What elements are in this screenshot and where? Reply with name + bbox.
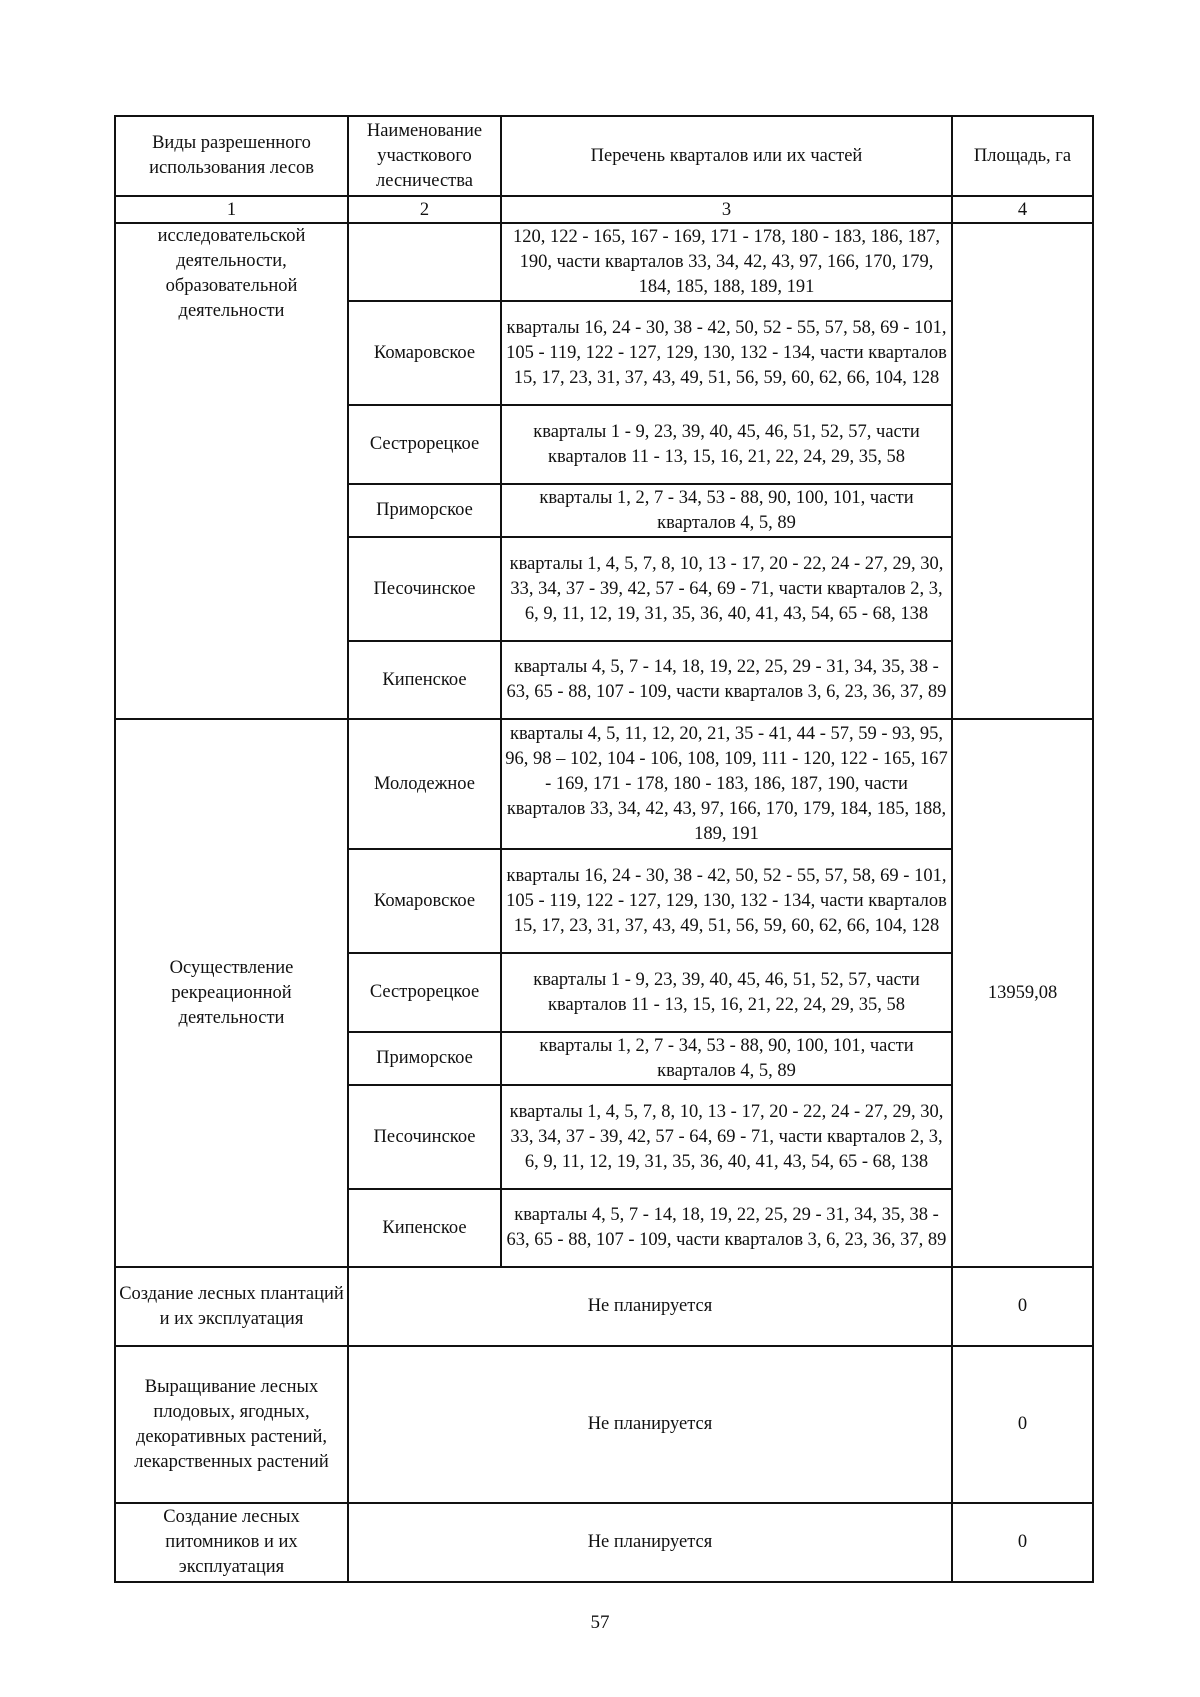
forestry-cell: Сестрорецкое (348, 405, 501, 484)
use-type-cell: Создание лесных питомников и их эксплуатация (115, 1503, 348, 1582)
quarters-cell: кварталы 4, 5, 7 - 14, 18, 19, 22, 25, 29 - 31, 34, 35, 38 - 63, 65 - 88, 107 - 109, части кварталов 3, 6, 23, 36, 37, 89 (501, 1189, 952, 1267)
quarters-cell: кварталы 4, 5, 11, 12, 20, 21, 35 - 41, 44 - 57, 59 - 93, 95, 96, 98 – 102, 104 - 106, 108, 109, 111 - 120, 122 - 165, 167 - 169, 171 - 178, 180 - 183, 186, 187, 190, части кварталов 33, 34, 42, 43, 97, 166, 170, 179, 184, 185, 188, 189, 191 (501, 719, 952, 849)
use-type-cell: Создание лесных плантаций и их эксплуатация (115, 1267, 348, 1346)
area-cell: 13959,08 (952, 719, 1093, 1267)
area-cell: 0 (952, 1346, 1093, 1503)
forestry-cell (348, 223, 501, 301)
column-number-row (115, 196, 1093, 223)
quarters-cell: кварталы 1, 2, 7 - 34, 53 - 88, 90, 100, 101, части кварталов 4, 5, 89 (501, 1032, 952, 1085)
quarters-cell: кварталы 1, 4, 5, 7, 8, 10, 13 - 17, 20 - 22, 24 - 27, 29, 30, 33, 34, 37 - 39, 42, 57 - 64, 69 - 71, части кварталов 2, 3, 6, 9, 11, 12, 19, 31, 35, 36, 40, 41, 43, 54, 65 - 68, 138 (501, 537, 952, 641)
table-header-row (115, 116, 1093, 196)
forestry-cell: Комаровское (348, 301, 501, 405)
table-row (115, 223, 1093, 301)
header-use-type: Виды разрешенного использования лесов (115, 116, 348, 196)
column-number: 2 (348, 196, 501, 223)
page-number: 57 (590, 1612, 610, 1633)
forestry-cell: Сестрорецкое (348, 953, 501, 1032)
quarters-cell: кварталы 16, 24 - 30, 38 - 42, 50, 52 - 55, 57, 58, 69 - 101, 105 - 119, 122 - 127, 129, 130, 132 - 134, части кварталов 15, 17, 23, 31, 37, 43, 49, 51, 56, 59, 60, 62, 66, 104, 128 (501, 301, 952, 405)
forestry-cell: Кипенское (348, 1189, 501, 1267)
not-planned-cell: Не планируется (348, 1503, 952, 1582)
table-row (115, 1267, 1093, 1346)
quarters-cell: 120, 122 - 165, 167 - 169, 171 - 178, 180 - 183, 186, 187, 190, части кварталов 33, 34, 42, 43, 97, 166, 170, 179, 184, 185, 188, 189, 191 (501, 223, 952, 301)
quarters-cell: кварталы 1, 4, 5, 7, 8, 10, 13 - 17, 20 - 22, 24 - 27, 29, 30, 33, 34, 37 - 39, 42, 57 - 64, 69 - 71, части кварталов 2, 3, 6, 9, 11, 12, 19, 31, 35, 36, 40, 41, 43, 54, 65 - 68, 138 (501, 1085, 952, 1189)
forest-use-table (114, 115, 1094, 1583)
area-cell: 0 (952, 1503, 1093, 1582)
forestry-cell: Приморское (348, 1032, 501, 1085)
area-cell: 0 (952, 1267, 1093, 1346)
forestry-cell: Песочинское (348, 1085, 501, 1189)
use-type-cell: Выращивание лесных плодовых, ягодных, декоративных растений, лекарственных растений (115, 1346, 348, 1503)
forestry-cell: Песочинское (348, 537, 501, 641)
not-planned-cell: Не планируется (348, 1267, 952, 1346)
table-row (115, 719, 1093, 849)
header-area: Площадь, га (952, 116, 1093, 196)
use-type-cell: исследовательской деятельности, образовательной деятельности (115, 223, 348, 719)
column-number: 4 (952, 196, 1093, 223)
forestry-cell: Приморское (348, 484, 501, 537)
forestry-cell: Кипенское (348, 641, 501, 719)
quarters-cell: кварталы 16, 24 - 30, 38 - 42, 50, 52 - 55, 57, 58, 69 - 101, 105 - 119, 122 - 127, 129, 130, 132 - 134, части кварталов 15, 17, 23, 31, 37, 43, 49, 51, 56, 59, 60, 62, 66, 104, 128 (501, 849, 952, 953)
table-row (115, 1503, 1093, 1582)
quarters-cell: кварталы 1 - 9, 23, 39, 40, 45, 46, 51, 52, 57, части кварталов 11 - 13, 15, 16, 21, 22, 24, 29, 35, 58 (501, 405, 952, 484)
not-planned-cell: Не планируется (348, 1346, 952, 1503)
quarters-cell: кварталы 4, 5, 7 - 14, 18, 19, 22, 25, 29 - 31, 34, 35, 38 - 63, 65 - 88, 107 - 109, части кварталов 3, 6, 23, 36, 37, 89 (501, 641, 952, 719)
area-cell (952, 223, 1093, 719)
use-type-cell: Осуществление рекреационной деятельности (115, 719, 348, 1267)
forestry-cell: Комаровское (348, 849, 501, 953)
column-number: 3 (501, 196, 952, 223)
forestry-cell: Молодежное (348, 719, 501, 849)
header-forestry: Наименование участкового лесничества (348, 116, 501, 196)
column-number: 1 (115, 196, 348, 223)
header-quarters: Перечень кварталов или их частей (501, 116, 952, 196)
table-row (115, 1346, 1093, 1503)
quarters-cell: кварталы 1, 2, 7 - 34, 53 - 88, 90, 100, 101, части кварталов 4, 5, 89 (501, 484, 952, 537)
quarters-cell: кварталы 1 - 9, 23, 39, 40, 45, 46, 51, 52, 57, части кварталов 11 - 13, 15, 16, 21, 22, 24, 29, 35, 58 (501, 953, 952, 1032)
